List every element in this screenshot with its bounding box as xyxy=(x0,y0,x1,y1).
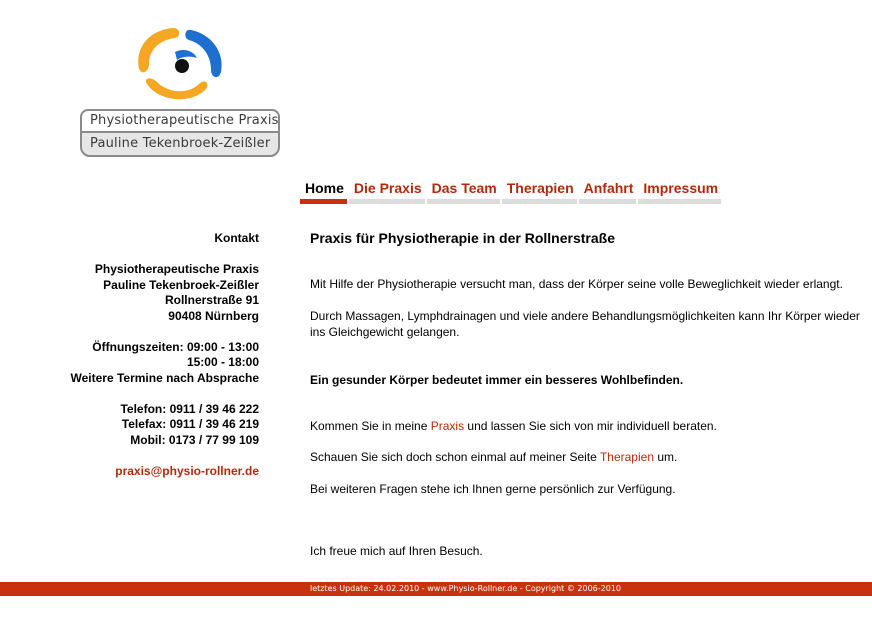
footer-bar xyxy=(0,582,872,596)
treatment-paragraph: Durch Massagen, Lymphdrainagen und viele andere Behandlungsmöglichkeiten kann Ihr Körper wieder ins Gleichgewicht gelangen. xyxy=(310,309,860,339)
nav-das-team-label: Das Team xyxy=(431,180,497,196)
opening-hours-afternoon: 15:00 - 18:00 xyxy=(186,355,259,369)
main-navigation xyxy=(300,179,723,204)
contact-mobile: Mobil: 0173 / 77 99 109 xyxy=(130,432,259,447)
closing-paragraph: Ich freue mich auf Ihren Besuch. xyxy=(310,544,483,558)
nav-impressum-label: Impressum xyxy=(643,180,719,196)
therapien-paragraph-text-after: um. xyxy=(654,450,678,464)
contact-fax: Telefax: 0911 / 39 46 219 xyxy=(121,417,259,431)
praxis-link[interactable]: Praxis xyxy=(430,419,465,433)
nav-therapien-underline xyxy=(502,199,577,204)
opening-hours-note: Weitere Termine nach Absprache xyxy=(70,370,259,385)
contact-phone: Telefon: 0911 / 39 46 222 xyxy=(120,401,259,416)
nav-home[interactable] xyxy=(300,179,349,204)
nav-home-underline xyxy=(300,199,347,204)
nav-impressum-underline xyxy=(638,199,721,204)
wellbeing-statement: Ein gesunder Körper bedeutet immer ein besseres Wohlbefinden. xyxy=(310,373,684,387)
contact-heading: Kontakt xyxy=(214,231,259,245)
nav-anfahrt[interactable] xyxy=(579,179,639,204)
contact-email-link[interactable]: praxis@physio-rollner.de xyxy=(115,463,259,478)
nav-impressum[interactable] xyxy=(638,179,723,204)
nav-die-praxis[interactable] xyxy=(349,179,427,204)
logo-text-name: Pauline Tekenbroek-Zeißler xyxy=(80,131,280,157)
footer-text: letztes Update: 24.02.2010 - www.Physio-Rollner.de - Copyright © 2006-2010 xyxy=(310,584,622,593)
therapien-paragraph xyxy=(310,449,870,465)
contact-street: Rollnerstraße 91 xyxy=(164,293,259,307)
page-title: Praxis für Physiotherapie in der Rollnerstraße xyxy=(310,230,615,246)
nav-das-team[interactable] xyxy=(427,179,502,204)
therapien-paragraph-text-before: Schauen Sie sich doch schon einmal auf meiner Seite xyxy=(310,450,600,464)
contact-sidebar xyxy=(40,231,259,479)
praxis-paragraph-text-before: Kommen Sie in meine xyxy=(310,419,431,433)
logo-text-practice: Physiotherapeutische Praxis xyxy=(80,109,280,133)
main-content xyxy=(310,229,870,559)
contact-city: 90408 Nürnberg xyxy=(168,308,259,323)
logo-figure-icon xyxy=(135,22,227,108)
contact-practice-name: Physiotherapeutische Praxis xyxy=(94,262,259,276)
nav-therapien-label: Therapien xyxy=(506,180,574,196)
praxis-paragraph xyxy=(310,418,870,434)
nav-die-praxis-underline xyxy=(349,199,425,204)
questions-paragraph: Bei weiteren Fragen stehe ich Ihnen gerne persönlich zur Verfügung. xyxy=(310,482,676,496)
nav-das-team-underline xyxy=(427,199,500,204)
intro-paragraph: Mit Hilfe der Physiotherapie versucht man, dass der Körper seine volle Beweglichkeit wieder erlangt. xyxy=(310,277,843,291)
nav-home-label: Home xyxy=(305,180,344,196)
nav-therapien[interactable] xyxy=(502,179,579,204)
logo[interactable] xyxy=(80,22,282,158)
nav-anfahrt-label: Anfahrt xyxy=(583,180,634,196)
therapien-link[interactable]: Therapien xyxy=(599,450,654,464)
nav-anfahrt-underline xyxy=(579,199,637,204)
contact-person-name: Pauline Tekenbroek-Zeißler xyxy=(103,277,259,292)
praxis-paragraph-text-after: und lassen Sie sich von mir individuell beraten. xyxy=(464,419,717,433)
opening-hours-morning: Öffnungszeiten: 09:00 - 13:00 xyxy=(92,339,259,354)
nav-die-praxis-label: Die Praxis xyxy=(353,180,422,196)
